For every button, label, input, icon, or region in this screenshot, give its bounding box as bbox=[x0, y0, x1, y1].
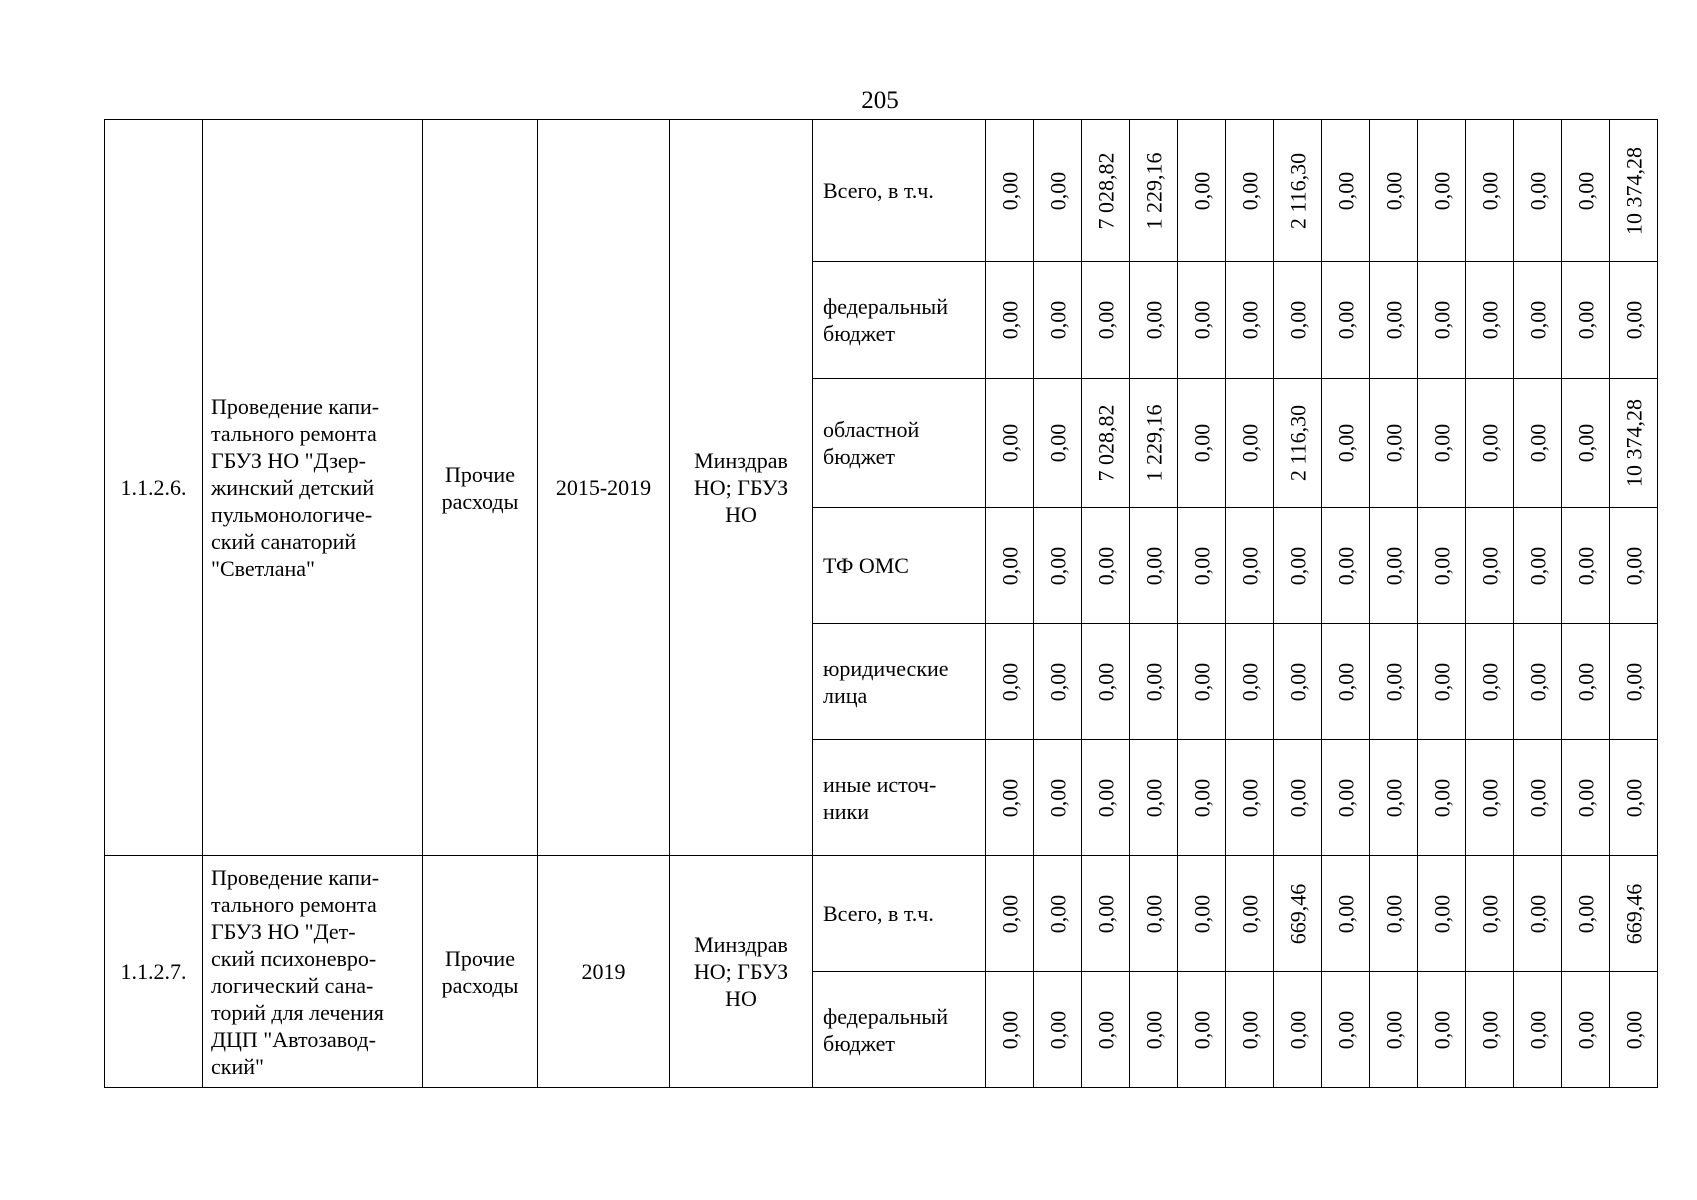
value-text: 0,00 bbox=[997, 423, 1022, 463]
value-text: 0,00 bbox=[1621, 662, 1646, 701]
value-text: 0,00 bbox=[1381, 662, 1406, 701]
value-cell bbox=[1418, 972, 1466, 1088]
value-text: 0,00 bbox=[1573, 1010, 1598, 1049]
value-cell bbox=[1178, 972, 1226, 1088]
value-text: 0,00 bbox=[997, 171, 1022, 210]
value-cell bbox=[1322, 262, 1370, 379]
value-text: 0,00 bbox=[1189, 546, 1214, 585]
value-cell bbox=[1466, 508, 1514, 624]
value-cell bbox=[1178, 508, 1226, 624]
value-cell bbox=[1514, 740, 1562, 856]
budget-table bbox=[104, 119, 1658, 1088]
item-name-line: ский" bbox=[211, 1053, 264, 1079]
value-text: 0,00 bbox=[1525, 423, 1550, 463]
value-text: 0,00 bbox=[1621, 300, 1646, 340]
value-text: 0,00 bbox=[1141, 778, 1166, 817]
value-text: 0,00 bbox=[1333, 546, 1358, 585]
value-text: 0,00 bbox=[1141, 546, 1166, 585]
funding-source-line: бюджет bbox=[823, 1030, 895, 1056]
value-text: 0,00 bbox=[1333, 1010, 1358, 1049]
value-text: 0,00 bbox=[1477, 778, 1502, 817]
value-text: 0,00 bbox=[1525, 546, 1550, 585]
value-cell bbox=[1034, 740, 1082, 856]
value-cell bbox=[1418, 856, 1466, 972]
value-text: 7 028,82 bbox=[1093, 404, 1118, 482]
value-text: 0,00 bbox=[1093, 894, 1118, 933]
value-cell bbox=[1370, 120, 1418, 262]
item-name bbox=[203, 856, 423, 1088]
value-text: 1 229,16 bbox=[1141, 404, 1166, 482]
funding-source-line: федеральный bbox=[823, 1003, 948, 1029]
value-text: 0,00 bbox=[997, 894, 1022, 933]
value-text: 0,00 bbox=[1573, 300, 1598, 340]
value-cell bbox=[1226, 740, 1274, 856]
value-cell bbox=[1322, 120, 1370, 262]
value-text: 0,00 bbox=[1045, 662, 1070, 701]
value-cell bbox=[1034, 856, 1082, 972]
value-cell bbox=[1514, 120, 1562, 262]
value-text: 0,00 bbox=[1237, 300, 1262, 340]
value-text: 10 374,28 bbox=[1621, 146, 1646, 235]
value-text: 0,00 bbox=[1525, 894, 1550, 933]
executor-line: НО; ГБУЗ bbox=[693, 959, 789, 984]
value-cell bbox=[1274, 120, 1322, 262]
value-text: 0,00 bbox=[1189, 778, 1214, 817]
value-text: 0,00 bbox=[1045, 546, 1070, 585]
value-cell bbox=[1610, 120, 1658, 262]
value-cell bbox=[1274, 740, 1322, 856]
value-text: 0,00 bbox=[997, 546, 1022, 585]
funding-source-line: Всего, в т.ч. bbox=[823, 901, 934, 926]
value-cell bbox=[1178, 262, 1226, 379]
value-text: 0,00 bbox=[1141, 1010, 1166, 1049]
value-cell bbox=[986, 740, 1034, 856]
value-cell bbox=[1178, 120, 1226, 262]
value-cell bbox=[1130, 856, 1178, 972]
funding-source-line: иные источ- bbox=[823, 771, 937, 797]
funding-source-line: бюджет bbox=[823, 444, 895, 469]
value-text: 0,00 bbox=[1285, 546, 1310, 585]
value-text: 0,00 bbox=[1045, 778, 1070, 817]
table-row bbox=[105, 120, 1658, 262]
value-text: 0,00 bbox=[1093, 300, 1118, 340]
value-text: 0,00 bbox=[1093, 1010, 1118, 1049]
value-cell bbox=[1370, 740, 1418, 856]
value-cell bbox=[1562, 856, 1610, 972]
value-cell bbox=[1418, 262, 1466, 379]
value-cell bbox=[1370, 508, 1418, 624]
item-name-line: ГБУЗ НО "Дзер- bbox=[211, 448, 366, 473]
value-cell bbox=[1514, 624, 1562, 740]
value-text: 0,00 bbox=[1477, 546, 1502, 585]
value-cell bbox=[1562, 508, 1610, 624]
value-text: 0,00 bbox=[997, 778, 1022, 817]
value-cell bbox=[1130, 508, 1178, 624]
value-text: 0,00 bbox=[1573, 546, 1598, 585]
value-cell bbox=[1034, 262, 1082, 379]
value-text: 0,00 bbox=[1477, 171, 1502, 210]
value-cell bbox=[1418, 120, 1466, 262]
value-text: 0,00 bbox=[1381, 546, 1406, 585]
value-cell bbox=[1466, 262, 1514, 379]
period: 2015-2019 bbox=[538, 120, 670, 856]
value-text: 0,00 bbox=[1477, 894, 1502, 933]
value-cell bbox=[1082, 508, 1130, 624]
item-name-line: жинский детский bbox=[211, 475, 375, 500]
value-text: 2 116,30 bbox=[1285, 404, 1310, 482]
value-text: 0,00 bbox=[1429, 894, 1454, 933]
value-text: 0,00 bbox=[1477, 1010, 1502, 1049]
item-name-line: пульмонологиче- bbox=[211, 502, 373, 527]
value-cell bbox=[1562, 379, 1610, 508]
item-name-line: Проведение капи- bbox=[211, 864, 380, 890]
value-cell bbox=[1514, 856, 1562, 972]
value-text: 0,00 bbox=[1429, 778, 1454, 817]
value-text: 0,00 bbox=[1573, 423, 1598, 463]
value-cell bbox=[1082, 740, 1130, 856]
value-text: 0,00 bbox=[1381, 778, 1406, 817]
value-cell bbox=[1034, 972, 1082, 1088]
value-text: 0,00 bbox=[1573, 778, 1598, 817]
value-cell bbox=[986, 508, 1034, 624]
value-cell bbox=[1178, 379, 1226, 508]
expense-type-line: расходы bbox=[441, 488, 519, 514]
value-text: 0,00 bbox=[1477, 662, 1502, 701]
value-cell bbox=[1610, 508, 1658, 624]
value-cell bbox=[986, 262, 1034, 379]
item-name-line: "Светлана" bbox=[211, 556, 316, 581]
value-cell bbox=[1082, 856, 1130, 972]
value-cell bbox=[1514, 379, 1562, 508]
value-cell bbox=[1370, 624, 1418, 740]
value-text: 0,00 bbox=[1381, 1010, 1406, 1049]
value-text: 0,00 bbox=[1045, 1010, 1070, 1049]
value-text: 0,00 bbox=[1381, 423, 1406, 463]
funding-source-line: бюджет bbox=[823, 321, 895, 346]
value-cell bbox=[1034, 379, 1082, 508]
value-text: 0,00 bbox=[1429, 423, 1454, 463]
funding-source bbox=[813, 740, 986, 856]
table-row bbox=[105, 856, 1658, 972]
value-text: 0,00 bbox=[1429, 1010, 1454, 1049]
value-cell bbox=[1322, 740, 1370, 856]
funding-source bbox=[813, 262, 986, 379]
value-cell bbox=[1034, 624, 1082, 740]
expense-type bbox=[423, 120, 538, 856]
value-cell bbox=[1130, 379, 1178, 508]
value-text: 0,00 bbox=[1237, 662, 1262, 701]
item-number: 1.1.2.6. bbox=[105, 120, 203, 856]
value-cell bbox=[1082, 972, 1130, 1088]
item-name-line: ский психоневро- bbox=[211, 945, 377, 971]
value-text: 0,00 bbox=[1525, 1010, 1550, 1049]
value-text: 10 374,28 bbox=[1621, 399, 1646, 487]
value-text: 669,46 bbox=[1621, 883, 1646, 944]
item-name-line: ГБУЗ НО "Дет- bbox=[211, 918, 356, 944]
value-cell bbox=[1370, 262, 1418, 379]
executor-line: НО bbox=[725, 986, 757, 1011]
item-number: 1.1.2.7. bbox=[105, 856, 203, 1088]
value-cell bbox=[1610, 856, 1658, 972]
value-text: 0,00 bbox=[1045, 423, 1070, 463]
value-cell bbox=[1610, 379, 1658, 508]
value-cell bbox=[1466, 379, 1514, 508]
value-text: 0,00 bbox=[1525, 300, 1550, 340]
value-text: 0,00 bbox=[1525, 171, 1550, 210]
value-cell bbox=[1178, 856, 1226, 972]
value-text: 0,00 bbox=[1573, 662, 1598, 701]
value-text: 0,00 bbox=[1429, 662, 1454, 701]
value-text: 0,00 bbox=[1429, 546, 1454, 585]
value-cell bbox=[1466, 972, 1514, 1088]
item-name-line: Проведение капи- bbox=[211, 394, 380, 419]
value-cell bbox=[1226, 120, 1274, 262]
value-text: 0,00 bbox=[1045, 300, 1070, 340]
value-cell bbox=[1370, 856, 1418, 972]
value-cell bbox=[1130, 262, 1178, 379]
value-text: 0,00 bbox=[1285, 662, 1310, 701]
value-cell bbox=[1418, 624, 1466, 740]
value-cell bbox=[1322, 379, 1370, 508]
value-text: 0,00 bbox=[1141, 300, 1166, 340]
value-text: 0,00 bbox=[1573, 171, 1598, 210]
value-text: 0,00 bbox=[1525, 778, 1550, 817]
value-text: 0,00 bbox=[1333, 778, 1358, 817]
value-cell bbox=[1562, 972, 1610, 1088]
item-name-line: торий для лечения bbox=[211, 999, 384, 1025]
value-cell bbox=[1610, 740, 1658, 856]
value-text: 0,00 bbox=[1237, 778, 1262, 817]
funding-source-line: федеральный bbox=[823, 294, 948, 319]
funding-source bbox=[813, 508, 986, 624]
value-text: 0,00 bbox=[997, 300, 1022, 340]
value-cell bbox=[1082, 624, 1130, 740]
expense-type-line: расходы bbox=[441, 972, 519, 998]
value-text: 0,00 bbox=[1237, 546, 1262, 585]
funding-source-line: лица bbox=[823, 682, 868, 708]
value-cell bbox=[1274, 262, 1322, 379]
value-cell bbox=[986, 624, 1034, 740]
value-text: 0,00 bbox=[1333, 423, 1358, 463]
value-text: 0,00 bbox=[1141, 894, 1166, 933]
expense-type bbox=[423, 856, 538, 1088]
value-text: 1 229,16 bbox=[1141, 152, 1166, 229]
value-text: 2 116,30 bbox=[1285, 152, 1310, 229]
funding-source bbox=[813, 972, 986, 1088]
funding-source-line: ники bbox=[823, 798, 870, 824]
value-text: 0,00 bbox=[1093, 546, 1118, 585]
value-text: 0,00 bbox=[1285, 778, 1310, 817]
value-cell bbox=[1322, 508, 1370, 624]
value-text: 0,00 bbox=[1045, 894, 1070, 933]
value-text: 0,00 bbox=[1285, 300, 1310, 340]
value-cell bbox=[1562, 262, 1610, 379]
value-cell bbox=[1610, 262, 1658, 379]
value-cell bbox=[986, 120, 1034, 262]
value-text: 0,00 bbox=[1381, 171, 1406, 210]
value-text: 0,00 bbox=[1189, 894, 1214, 933]
value-cell bbox=[986, 856, 1034, 972]
value-text: 0,00 bbox=[1429, 171, 1454, 210]
value-cell bbox=[1130, 624, 1178, 740]
value-cell bbox=[1226, 972, 1274, 1088]
executor-line: Минздрав bbox=[694, 448, 788, 473]
item-name-line: тального ремонта bbox=[211, 891, 377, 917]
value-cell bbox=[1322, 972, 1370, 1088]
value-text: 0,00 bbox=[1381, 894, 1406, 933]
value-cell bbox=[1226, 379, 1274, 508]
value-text: 0,00 bbox=[1333, 171, 1358, 210]
value-text: 669,46 bbox=[1285, 883, 1310, 944]
expense-type-line: Прочие bbox=[445, 945, 515, 971]
value-cell bbox=[1418, 379, 1466, 508]
funding-source-line: областной bbox=[823, 417, 920, 442]
value-cell bbox=[1418, 740, 1466, 856]
value-text: 0,00 bbox=[997, 1010, 1022, 1049]
value-text: 0,00 bbox=[1093, 778, 1118, 817]
value-cell bbox=[1274, 379, 1322, 508]
value-cell bbox=[1610, 972, 1658, 1088]
funding-source bbox=[813, 379, 986, 508]
value-text: 0,00 bbox=[1189, 300, 1214, 340]
value-text: 7 028,82 bbox=[1093, 152, 1118, 229]
item-name-line: ский санаторий bbox=[211, 529, 357, 554]
value-cell bbox=[986, 379, 1034, 508]
item-name-line: логический сана- bbox=[211, 972, 374, 998]
funding-source-line: ТФ ОМС bbox=[823, 553, 909, 578]
item-name-line: ДЦП "Автозавод- bbox=[211, 1026, 376, 1052]
value-text: 0,00 bbox=[1045, 171, 1070, 210]
value-cell bbox=[1226, 262, 1274, 379]
value-cell bbox=[1562, 120, 1610, 262]
value-text: 0,00 bbox=[1333, 662, 1358, 701]
page-number: 205 bbox=[861, 87, 899, 114]
value-text: 0,00 bbox=[1621, 778, 1646, 817]
value-cell bbox=[1418, 508, 1466, 624]
value-text: 0,00 bbox=[997, 662, 1022, 701]
value-text: 0,00 bbox=[1189, 662, 1214, 701]
value-text: 0,00 bbox=[1189, 171, 1214, 210]
value-cell bbox=[1082, 120, 1130, 262]
value-cell bbox=[1562, 624, 1610, 740]
value-text: 0,00 bbox=[1237, 171, 1262, 210]
funding-source bbox=[813, 856, 986, 972]
value-text: 0,00 bbox=[1429, 300, 1454, 340]
value-cell bbox=[1274, 972, 1322, 1088]
value-text: 0,00 bbox=[1333, 300, 1358, 340]
value-text: 0,00 bbox=[1477, 300, 1502, 340]
funding-source bbox=[813, 120, 986, 262]
value-cell bbox=[1610, 624, 1658, 740]
value-text: 0,00 bbox=[1093, 662, 1118, 701]
value-text: 0,00 bbox=[1621, 1010, 1646, 1049]
value-cell bbox=[1082, 379, 1130, 508]
expense-type-line: Прочие bbox=[445, 461, 515, 487]
value-cell bbox=[1322, 856, 1370, 972]
value-cell bbox=[1370, 972, 1418, 1088]
executor-line: НО bbox=[725, 502, 757, 527]
value-cell bbox=[1466, 740, 1514, 856]
funding-source-line: юридические bbox=[823, 655, 949, 681]
funding-source-line: Всего, в т.ч. bbox=[823, 178, 934, 203]
executor bbox=[670, 856, 813, 1088]
value-text: 0,00 bbox=[1333, 894, 1358, 933]
value-cell bbox=[1466, 120, 1514, 262]
value-text: 0,00 bbox=[1141, 662, 1166, 701]
value-cell bbox=[1562, 740, 1610, 856]
value-text: 0,00 bbox=[1285, 1010, 1310, 1049]
value-text: 0,00 bbox=[1621, 546, 1646, 585]
value-cell bbox=[1514, 972, 1562, 1088]
item-name-line: тального ремонта bbox=[211, 421, 377, 446]
value-cell bbox=[1274, 624, 1322, 740]
value-cell bbox=[1082, 262, 1130, 379]
value-cell bbox=[1178, 624, 1226, 740]
value-cell bbox=[1514, 262, 1562, 379]
funding-source bbox=[813, 624, 986, 740]
executor-line: Минздрав bbox=[694, 932, 788, 957]
value-cell bbox=[1130, 740, 1178, 856]
value-text: 0,00 bbox=[1525, 662, 1550, 701]
value-cell bbox=[1322, 624, 1370, 740]
value-cell bbox=[1226, 508, 1274, 624]
value-text: 0,00 bbox=[1237, 1010, 1262, 1049]
value-cell bbox=[1274, 508, 1322, 624]
value-text: 0,00 bbox=[1573, 894, 1598, 933]
value-cell bbox=[1034, 508, 1082, 624]
item-name bbox=[203, 120, 423, 856]
value-cell bbox=[1466, 856, 1514, 972]
value-cell bbox=[1226, 856, 1274, 972]
value-cell bbox=[1130, 120, 1178, 262]
value-text: 0,00 bbox=[1477, 423, 1502, 463]
executor bbox=[670, 120, 813, 856]
value-text: 0,00 bbox=[1237, 894, 1262, 933]
value-cell bbox=[1178, 740, 1226, 856]
value-cell bbox=[1370, 379, 1418, 508]
value-cell bbox=[1514, 508, 1562, 624]
value-text: 0,00 bbox=[1189, 1010, 1214, 1049]
value-cell bbox=[986, 972, 1034, 1088]
value-cell bbox=[1130, 972, 1178, 1088]
value-cell bbox=[1274, 856, 1322, 972]
executor-line: НО; ГБУЗ bbox=[693, 475, 789, 500]
value-cell bbox=[1466, 624, 1514, 740]
period: 2019 bbox=[538, 856, 670, 1088]
value-text: 0,00 bbox=[1189, 423, 1214, 463]
value-text: 0,00 bbox=[1237, 423, 1262, 463]
value-text: 0,00 bbox=[1381, 300, 1406, 340]
value-cell bbox=[1226, 624, 1274, 740]
value-cell bbox=[1034, 120, 1082, 262]
